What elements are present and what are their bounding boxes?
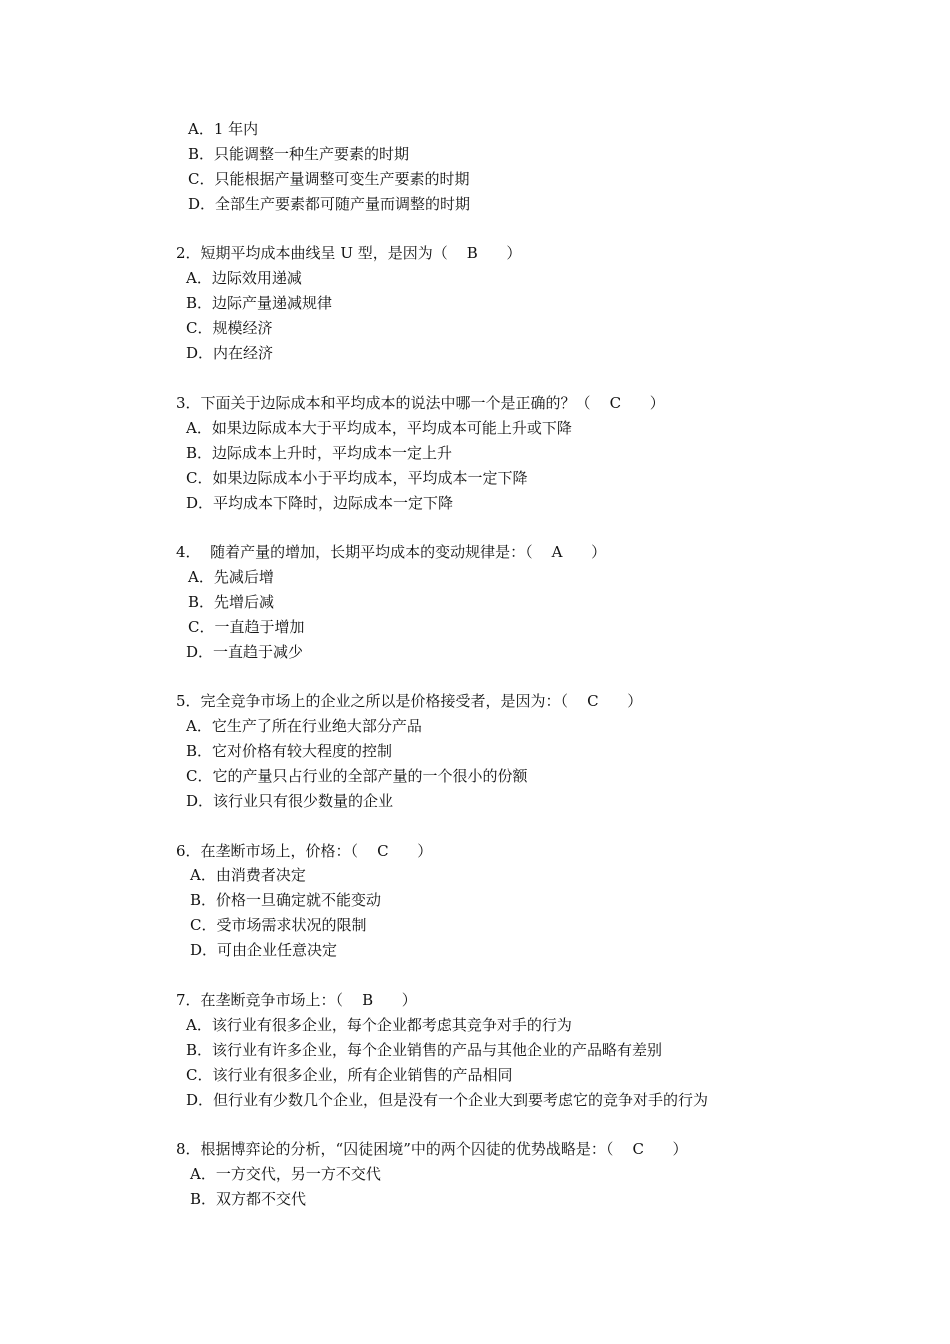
q5-option-d: D．该行业只有很少数量的企业 (186, 792, 394, 810)
q6-option-b: B．价格一旦确定就不能变动 (190, 891, 382, 909)
q6-option-a: A．由消费者决定 (190, 866, 306, 884)
q4-option-a: A．先减后增 (188, 568, 274, 586)
q6-stem: 6．在垄断市场上，价格：（ C ） (176, 842, 433, 860)
q8-option-b: B．双方都不交代 (190, 1190, 307, 1208)
q2-option-d: D．内在经济 (186, 344, 274, 362)
q4-option-d: D．一直趋于减少 (186, 643, 304, 661)
q6-option-d: D．可由企业任意决定 (190, 941, 338, 959)
q1-option-b: B．只能调整一种生产要素的时期 (188, 145, 410, 163)
q2-option-a: A．边际效用递减 (186, 269, 302, 287)
q2-option-c: C．规模经济 (186, 319, 273, 337)
q8-stem: 8．根据博弈论的分析，“囚徒困境”中的两个囚徒的优势战略是：（ C ） (176, 1140, 688, 1158)
q6-option-c: C．受市场需求状况的限制 (190, 916, 367, 934)
q4-stem: 4． 随着产量的增加，长期平均成本的变动规律是：（ A ） (176, 543, 607, 561)
q4-option-b: B．先增后减 (188, 593, 275, 611)
q4-option-c: C．一直趋于增加 (188, 618, 305, 636)
q8-option-a: A．一方交代，另一方不交代 (190, 1165, 381, 1183)
q7-option-c: C．该行业有很多企业，所有企业销售的产品相同 (186, 1066, 513, 1084)
q1-option-c: C．只能根据产量调整可变生产要素的时期 (188, 170, 470, 188)
q5-option-a: A．它生产了所在行业绝大部分产品 (186, 717, 422, 735)
q7-option-d: D．但行业有少数几个企业，但是没有一个企业大到要考虑它的竞争对手的行为 (186, 1091, 709, 1109)
q3-option-d: D．平均成本下降时，边际成本一定下降 (186, 494, 454, 512)
q2-option-b: B．边际产量递减规律 (186, 294, 333, 312)
q3-option-b: B．边际成本上升时，平均成本一定上升 (186, 444, 453, 462)
q3-stem: 3．下面关于边际成本和平均成本的说法中哪一个是正确的？（ C ） (176, 394, 665, 412)
q5-option-b: B．它对价格有较大程度的控制 (186, 742, 393, 760)
q5-option-c: C．它的产量只占行业的全部产量的一个很小的份额 (186, 767, 528, 785)
q3-option-c: C．如果边际成本小于平均成本，平均成本一定下降 (186, 469, 528, 487)
q3-option-a: A．如果边际成本大于平均成本，平均成本可能上升或下降 (186, 419, 572, 437)
q1-option-d: D．全部生产要素都可随产量而调整的时期 (188, 195, 471, 213)
q7-stem: 7．在垄断竞争市场上：（ B ） (176, 991, 417, 1009)
q5-stem: 5．完全竞争市场上的企业之所以是价格接受者，是因为：（ C ） (176, 692, 643, 710)
q7-option-a: A．该行业有很多企业，每个企业都考虑其竞争对手的行为 (186, 1016, 572, 1034)
q1-option-a: A．1 年内 (188, 120, 259, 138)
q2-stem: 2．短期平均成本曲线呈 U 型，是因为（ B ） (176, 244, 522, 262)
q7-option-b: B．该行业有许多企业，每个企业销售的产品与其他企业的产品略有差别 (186, 1041, 663, 1059)
